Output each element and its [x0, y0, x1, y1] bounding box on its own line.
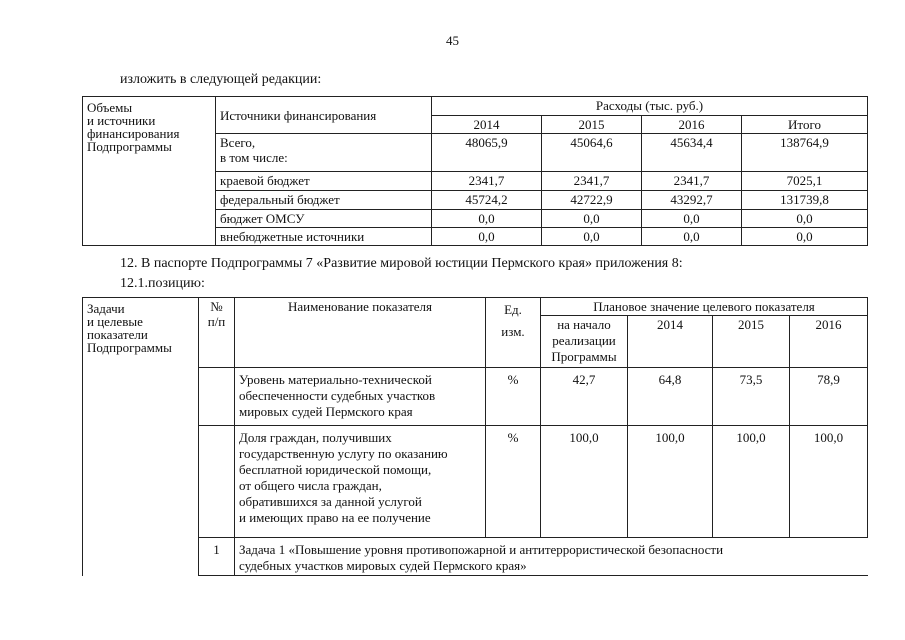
- source-label: Всего, в том числе:: [216, 134, 432, 172]
- year-header: 2015: [713, 316, 790, 368]
- year-header: 2016: [790, 316, 868, 368]
- value-cell: 100,0: [628, 426, 713, 538]
- start-header: на начало реализации Программы: [541, 316, 628, 368]
- sources-header: Источники финансирования: [216, 97, 432, 134]
- value-cell: 0,0: [642, 228, 742, 246]
- value-cell: 138764,9: [742, 134, 868, 172]
- year-header: 2015: [542, 116, 642, 134]
- unit-cell: %: [486, 368, 541, 426]
- year-header: 2014: [432, 116, 542, 134]
- value-cell: 0,0: [542, 228, 642, 246]
- page-number: 45: [446, 33, 459, 48]
- source-label: бюджет ОМСУ: [216, 210, 432, 228]
- value-cell: 43292,7: [642, 191, 742, 210]
- value-cell: 45064,6: [542, 134, 642, 172]
- indicator-name: Доля граждан, получивших государственную услугу по оказанию бесплатной юридической помощи, от общего числа граждан, обратившихся за данной услугой и имеющих право на ее получение: [235, 426, 486, 538]
- unit-cell: %: [486, 426, 541, 538]
- value-cell: 2341,7: [642, 172, 742, 191]
- unit-header: Ед. изм.: [486, 298, 541, 368]
- financing-left-label: Объемы и источники финансирования Подпрограммы: [83, 97, 216, 246]
- name-header: Наименование показателя: [235, 298, 486, 368]
- value-cell: 42,7: [541, 368, 628, 426]
- plan-header: Плановое значение целевого показателя: [541, 298, 868, 316]
- value-cell: 42722,9: [542, 191, 642, 210]
- financing-table: [82, 96, 868, 246]
- value-cell: 0,0: [642, 210, 742, 228]
- value-cell: 45634,4: [642, 134, 742, 172]
- value-cell: 0,0: [432, 210, 542, 228]
- total-header: Итого: [742, 116, 868, 134]
- value-cell: 48065,9: [432, 134, 542, 172]
- value-cell: 0,0: [432, 228, 542, 246]
- value-cell: 0,0: [742, 210, 868, 228]
- paragraph-12: 12. В паспорте Подпрограммы 7 «Развитие мировой юстиции Пермского края» приложения 8:: [120, 256, 683, 271]
- value-cell: 100,0: [713, 426, 790, 538]
- task-number: 1: [199, 538, 235, 576]
- intro-text: изложить в следующей редакции:: [120, 72, 322, 87]
- value-cell: 100,0: [790, 426, 868, 538]
- indicators-table: [82, 297, 868, 576]
- source-label: федеральный бюджет: [216, 191, 432, 210]
- source-label: краевой бюджет: [216, 172, 432, 191]
- value-cell: 7025,1: [742, 172, 868, 191]
- value-cell: 78,9: [790, 368, 868, 426]
- indicators-left-label: Задачи и целевые показатели Подпрограммы: [83, 298, 199, 576]
- value-cell: 64,8: [628, 368, 713, 426]
- indicator-name: Уровень материально-технической обеспеченности судебных участков мировых судей Пермского края: [235, 368, 486, 426]
- value-cell: 0,0: [742, 228, 868, 246]
- paragraph-12-1: 12.1.позицию:: [120, 276, 205, 291]
- value-cell: 131739,8: [742, 191, 868, 210]
- value-cell: 73,5: [713, 368, 790, 426]
- task-text: Задача 1 «Повышение уровня противопожарной и антитеррористической безопасности судебных участков мировых судей Пермского края»: [235, 538, 868, 576]
- value-cell: 2341,7: [542, 172, 642, 191]
- source-label: внебюджетные источники: [216, 228, 432, 246]
- value-cell: 2341,7: [432, 172, 542, 191]
- expenses-header: Расходы (тыс. руб.): [432, 97, 868, 116]
- value-cell: 0,0: [542, 210, 642, 228]
- year-header: 2016: [642, 116, 742, 134]
- value-cell: 45724,2: [432, 191, 542, 210]
- value-cell: 100,0: [541, 426, 628, 538]
- year-header: 2014: [628, 316, 713, 368]
- num-header: № п/п: [199, 298, 235, 368]
